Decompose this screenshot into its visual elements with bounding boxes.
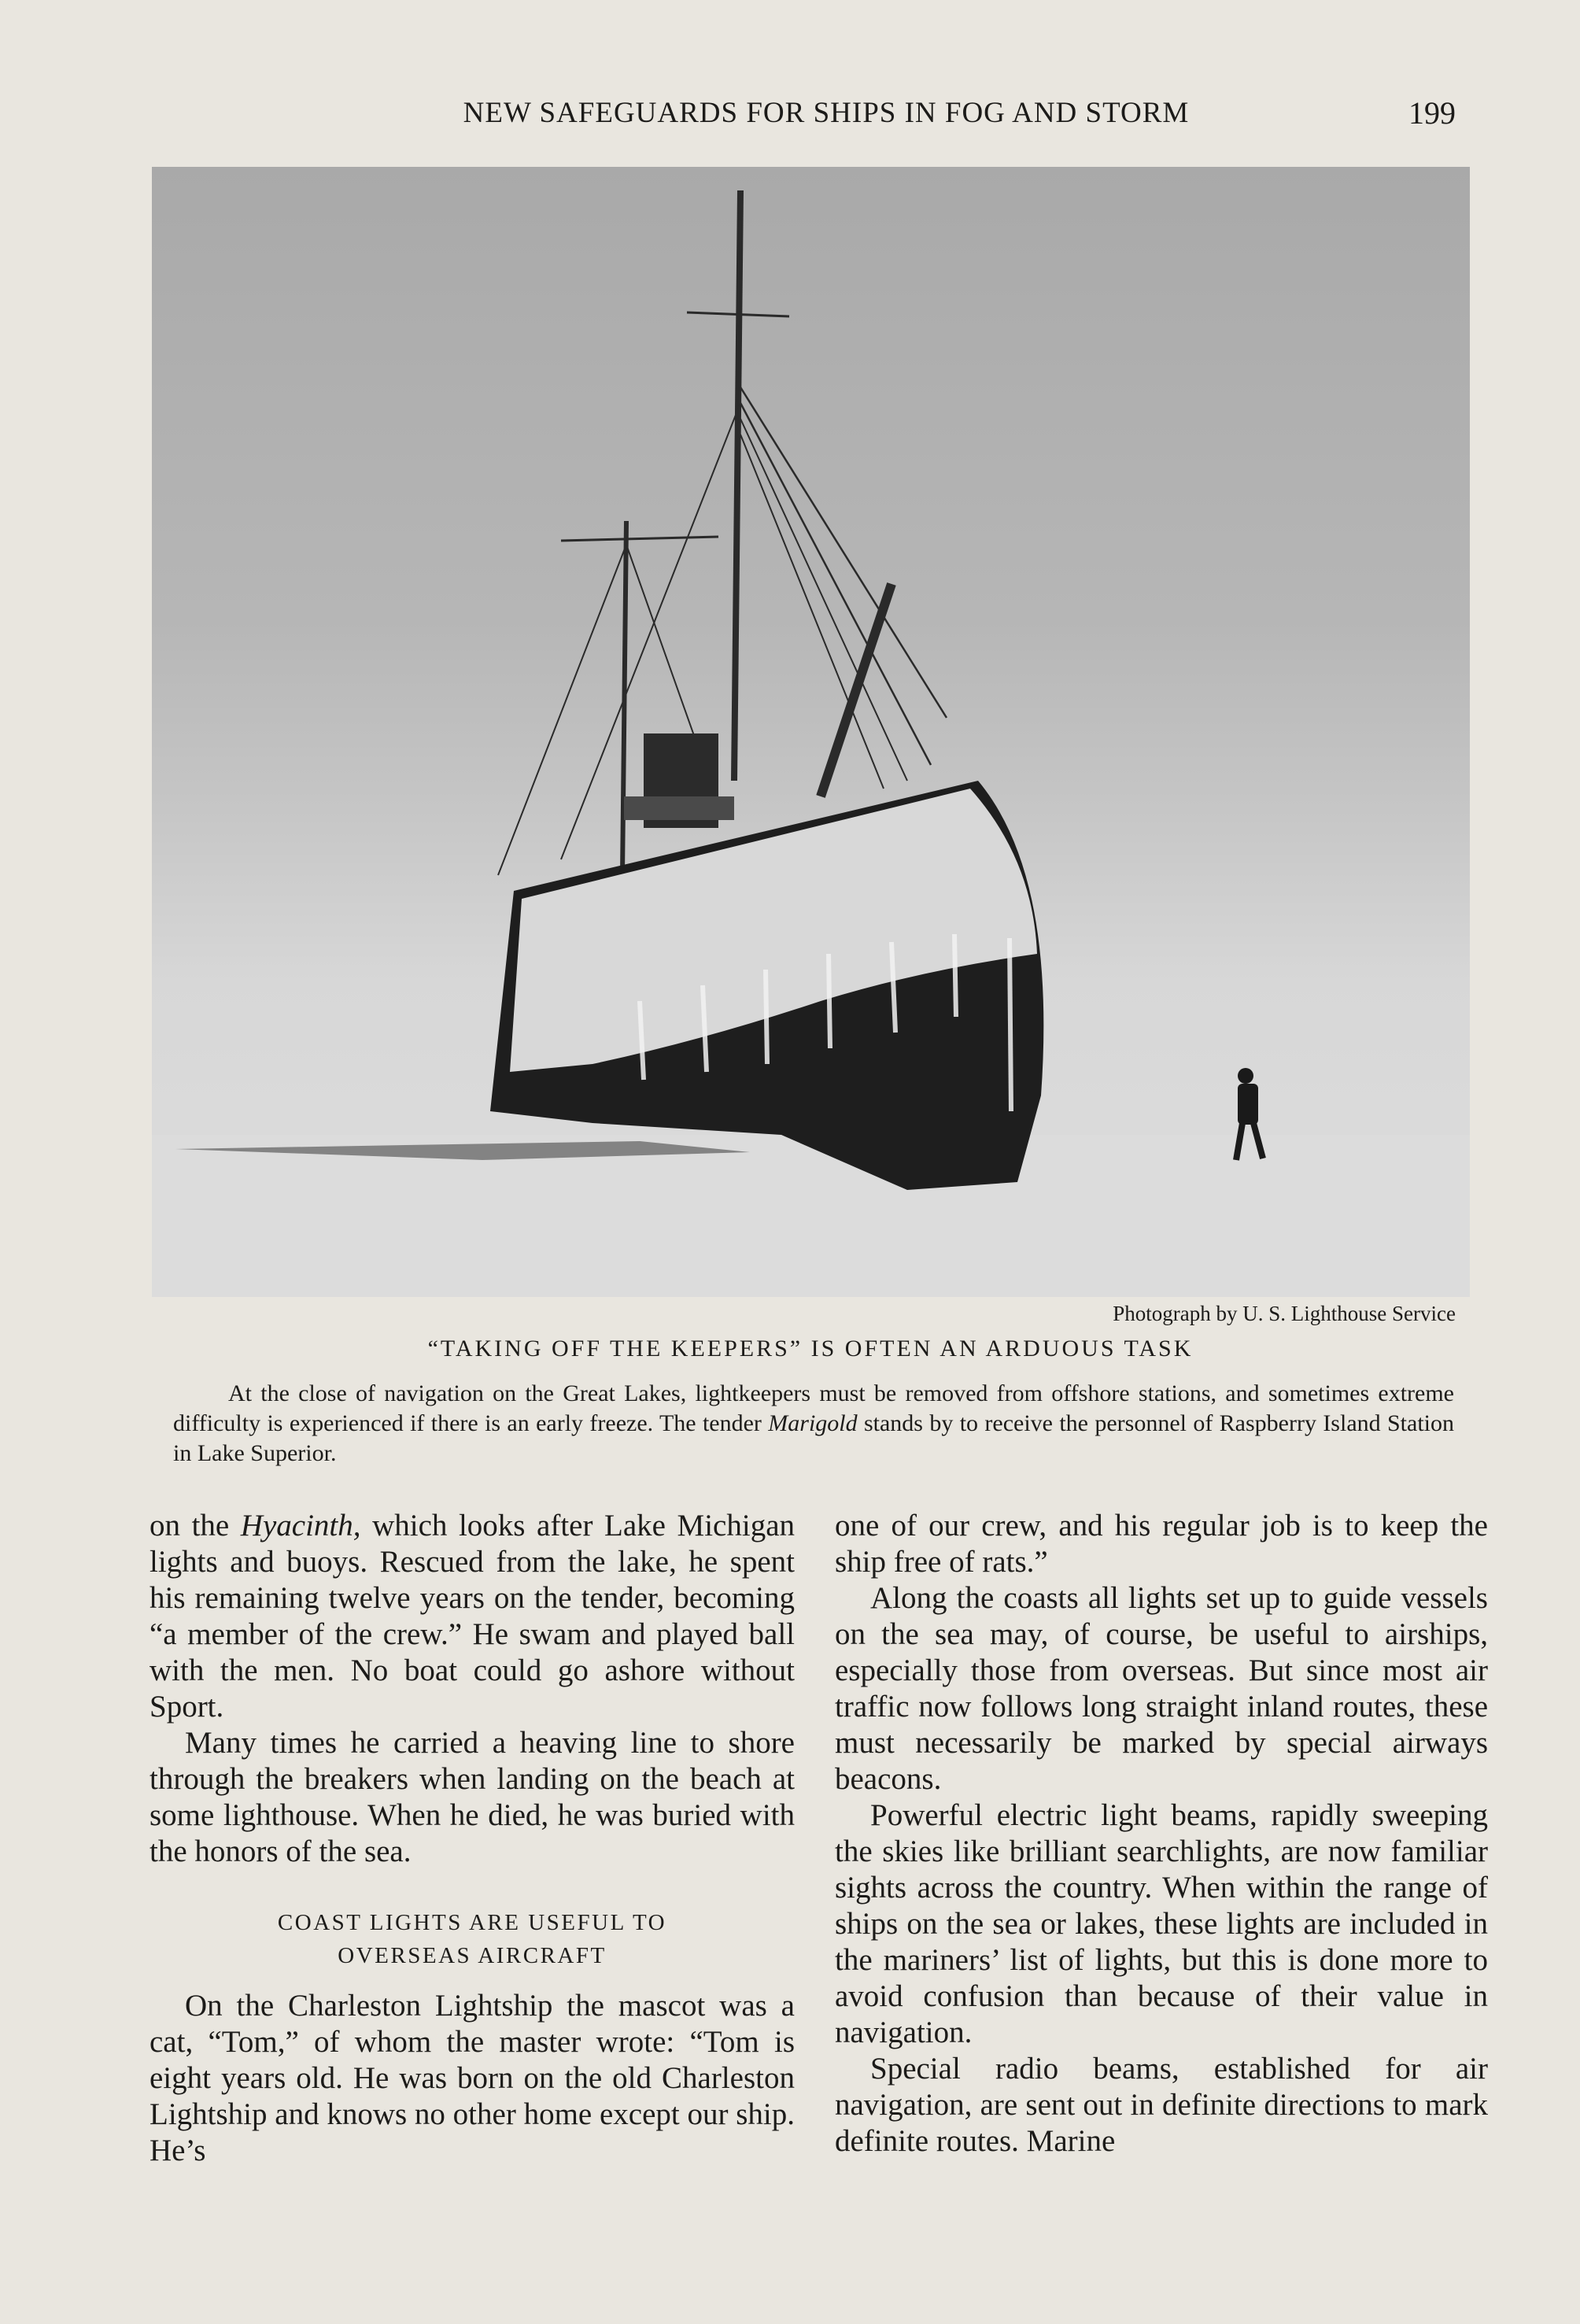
paragraph: one of our crew, and his regular job is to keep the ship free of rats.”: [835, 1509, 1488, 1579]
ship-name: Hyacinth,: [240, 1509, 361, 1543]
subhead-line: COAST LIGHTS ARE USEFUL TO: [277, 1910, 667, 1935]
paragraph: Special radio beams, established for air navigation, are sent out in definite directions to mark definite routes. Marine: [835, 2052, 1488, 2158]
caption-title: “TAKING OFF THE KEEPERS” IS OFTEN AN ARDUOUS TASK: [427, 1336, 1194, 1362]
paragraph: Powerful electric light beams, rapidly sweeping the skies like brilliant searchlights, are now familiar sights across the country. When within the range of ships on the sea or lakes, these lights are included in the mariners’ list of lights, but this is done more to avoid confusion than because of their value in navigation.: [835, 1798, 1488, 2049]
ice-field: [152, 1135, 1470, 1297]
ship-illustration: [152, 167, 1470, 1297]
paragraph-text: which looks after Lake Michigan lights and buoys. Rescued from the lake, he spent his remaining twelve years on the tender, becoming “a member of the crew.” He swam and played ball with the men. No boat could go ashore without Sport.: [150, 1509, 796, 1724]
caption-body: [173, 1379, 1454, 1469]
paragraph-text: on the: [150, 1509, 230, 1543]
section-subhead: [150, 1906, 795, 1972]
subhead-line: OVERSEAS AIRCRAFT: [338, 1943, 607, 1968]
caption-text: At the close of navigation on the Great Lakes, lightkeepers must be removed from offshore stations, and sometimes extreme difficulty is experienced if there is an early freeze. The tender: [173, 1380, 1454, 1436]
paragraph: [150, 1508, 795, 1725]
ice-covered-ship-photo: [152, 167, 1470, 1297]
ship-bridge: [624, 796, 734, 820]
ship-masts: [498, 190, 947, 875]
caption-ship-name: Marigold: [768, 1410, 858, 1436]
running-head: NEW SAFEGUARDS FOR SHIPS IN FOG AND STORM: [463, 97, 1190, 129]
paragraph: On the Charleston Lightship the mascot was a cat, “Tom,” of whom the master wrote: “Tom is eight years old. He was born on the old Charleston Lightship and knows no other home except our ship. He’s: [150, 1989, 795, 2167]
right-column: [835, 1508, 1488, 2160]
page-number: 199: [1408, 95, 1456, 131]
paragraph: Along the coasts all lights set up to guide vessels on the sea may, of course, be useful to airships, especially those from overseas. But since most air traffic now follows long straight inland routes, these must necessarily be marked by special airways beacons.: [835, 1581, 1488, 1796]
caption-text-end: stands by to receive the personnel of Raspberry Island Station in Lake Superior.: [173, 1410, 1454, 1466]
paragraph: Many times he carried a heaving line to shore through the breakers when landing on the beach at some lighthouse. When he died, he was buried with the honors of the sea.: [150, 1726, 795, 1868]
photo-credit: Photograph by U. S. Lighthouse Service: [1113, 1302, 1456, 1325]
left-column: [150, 1508, 795, 2169]
